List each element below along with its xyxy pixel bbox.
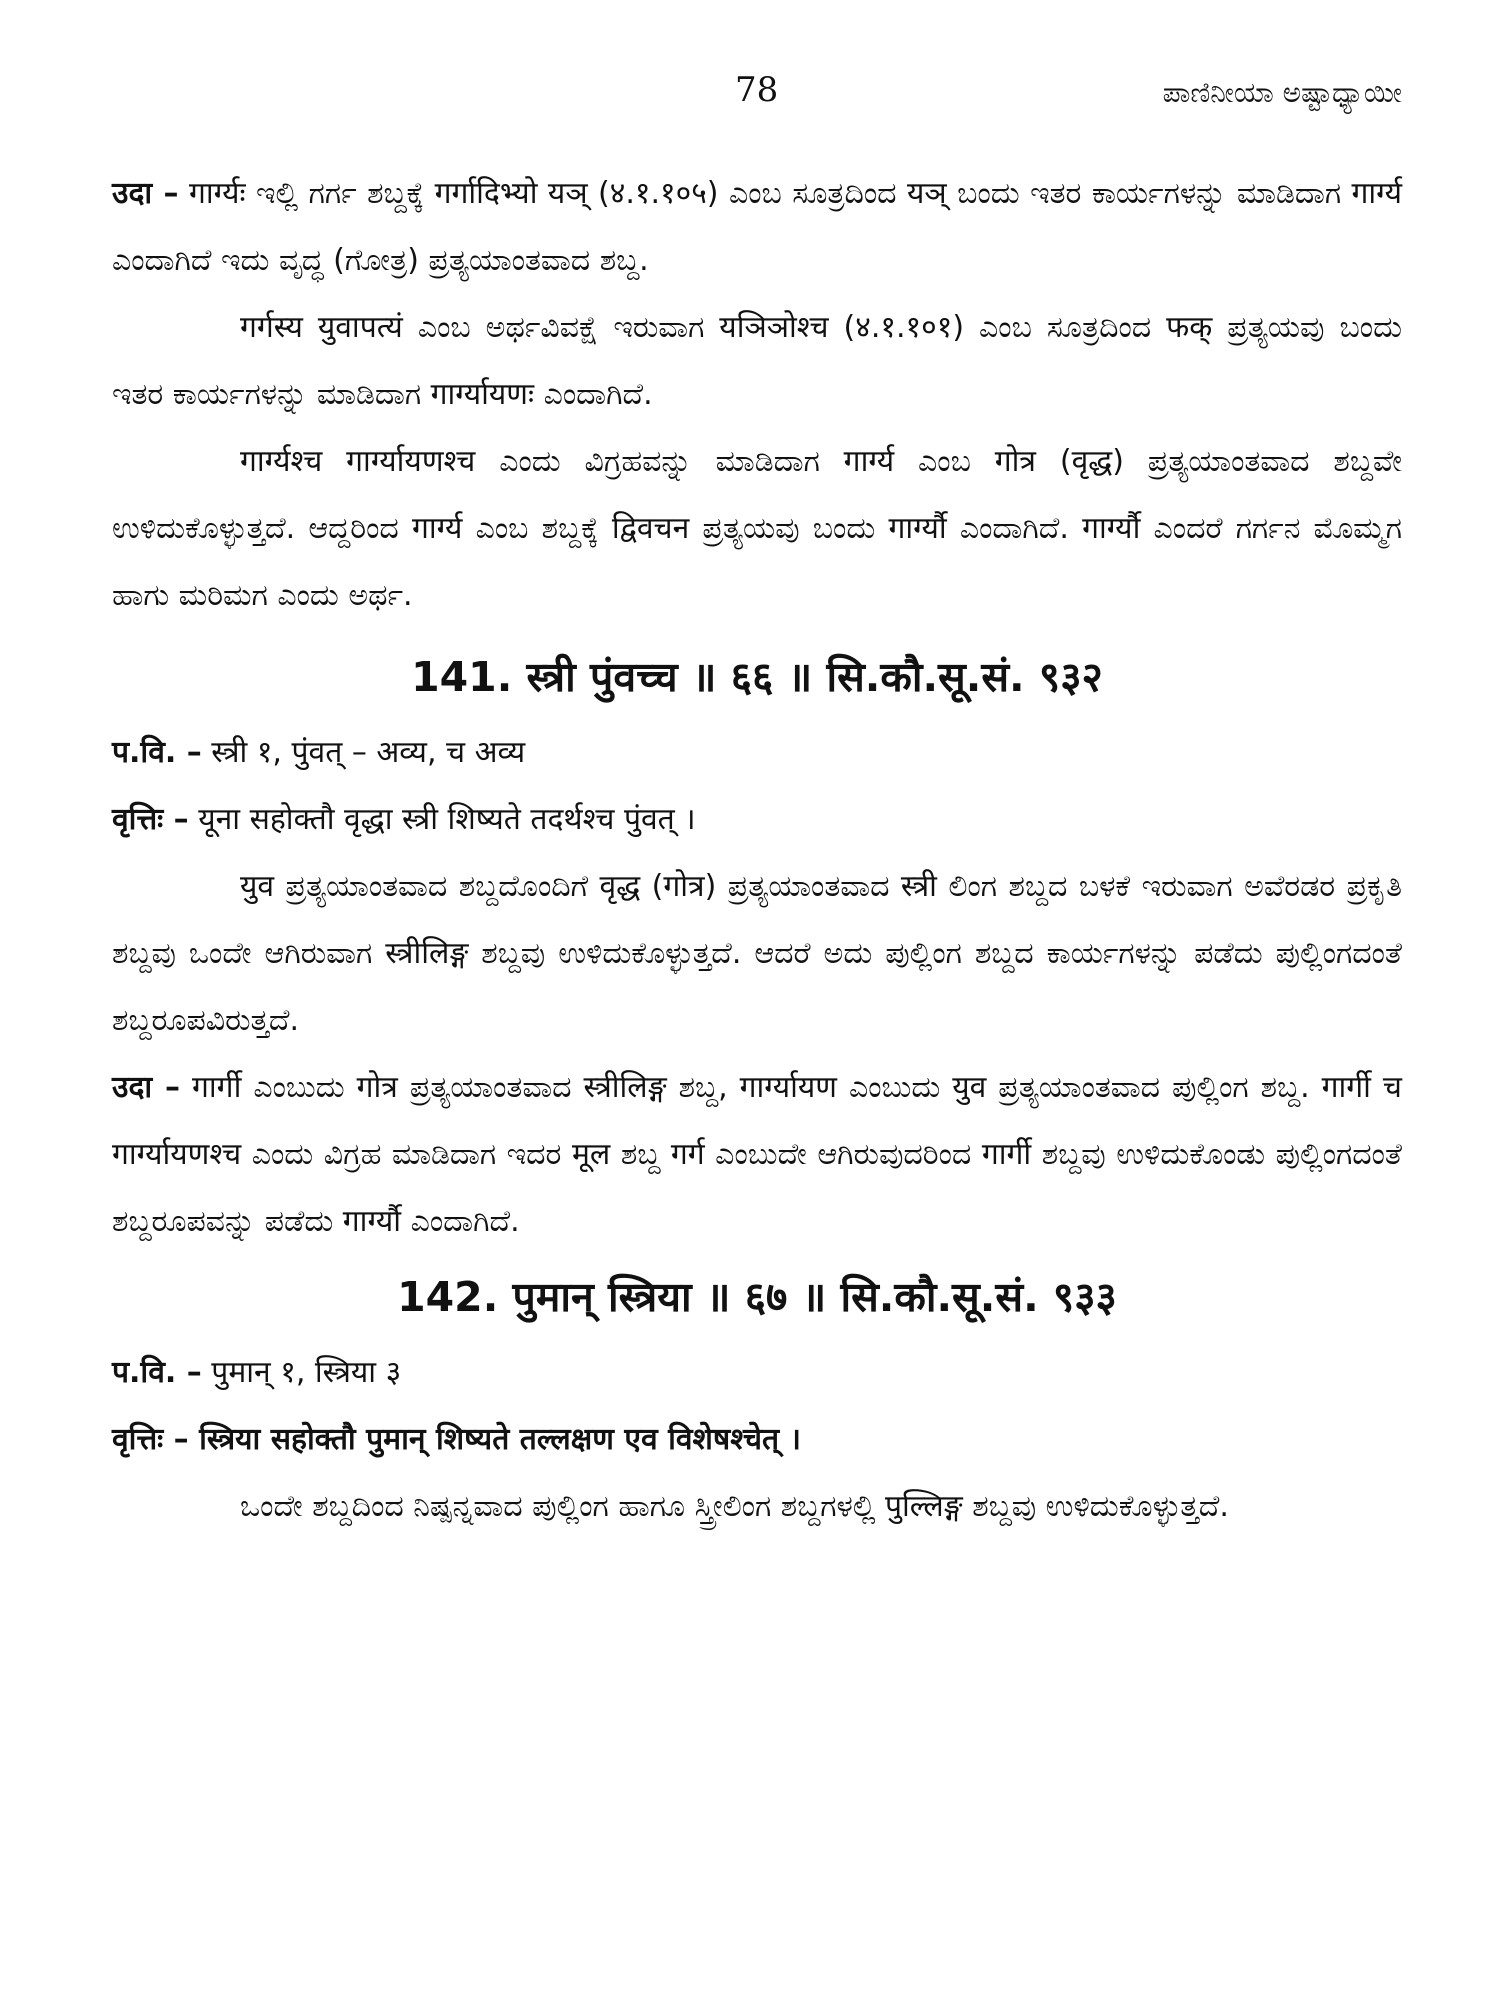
page-header <box>0 70 1500 120</box>
sutra-141-heading: 141. स्त्री पुंवच्च ॥ ६६ ॥ सि.कौ.सू.सं. ९३२ <box>411 653 1103 701</box>
sutra-142-heading: 142. पुमान् स्त्रिया ॥ ६७ ॥ सि.कौ.सू.सं. ९३३ <box>397 1273 1117 1321</box>
explanation-paragraph: गार्ग्यश्च गार्ग्यायणश्च ಎಂದು ವಿಗ್ರಹವನ್ನು ಮಾಡಿದಾಗ गार्ग्य ಎಂಬ गोत्र (वृद्ध) ಪ್ರತ್ಯಯಾಂತವಾದ ಶಬ್ದವೇ ಉಳಿದುಕೊಳ್ಳುತ್ತದೆ. ಆದ್ದರಿಂದ गार्ग्य ಎಂಬ ಶಬ್ದಕ್ಕೆ द्विवचन ಪ್ರತ್ಯಯವು ಬಂದು गार्ग्यौ ಎಂದಾಗಿದೆ. गार्ग्यौ ಎಂದರೆ ಗರ್ಗನ ಮೊಮ್ಮಗ ಹಾಗು ಮರಿಮಗ ಎಂದು ಅರ್ಥ. <box>112 444 1402 613</box>
explanation-142: ಒಂದೇ ಶಬ್ದದಿಂದ ನಿಷ್ಪನ್ನವಾದ ಪುಲ್ಲಿಂಗ ಹಾಗೂ ಸ್ತ್ರೀಲಿಂಗ ಶಬ್ದಗಳಲ್ಲಿ पुल्लिङ्ग ಶಬ್ದವು ಉಳಿದುಕೊಳ್ಳುತ್ತದೆ. <box>240 1489 1229 1524</box>
vritti-text: यूना सहोक्तौ वृद्धा स्त्री शिष्यते तदर्थश्च पुंवत् । <box>198 802 696 837</box>
page-body <box>112 160 1402 1540</box>
uda-label: उदा – <box>112 176 179 211</box>
pada-vibhaga-141 <box>112 719 1402 786</box>
vritti-label: वृत्तिः – <box>112 1422 189 1457</box>
explanation-141: युव ಪ್ರತ್ಯಯಾಂತವಾದ ಶಬ್ದದೊಂದಿಗೆ वृद्ध (गोत्र) ಪ್ರತ್ಯಯಾಂತವಾದ स्त्री ಲಿಂಗ ಶಬ್ದದ ಬಳಕೆ ಇರುವಾಗ ಅವೆರಡರ ಪ್ರಕೃತಿ ಶಬ್ದವು ಒಂದೇ ಆಗಿರುವಾಗ स्त्रीलिङ्ग ಶಬ್ದವು ಉಳಿದುಕೊಳ್ಳುತ್ತದೆ. ಆದರೆ ಅದು ಪುಲ್ಲಿಂಗ ಶಬ್ದದ ಕಾರ್ಯಗಳನ್ನು ಪಡೆದು ಪುಲ್ಲಿಂಗದಂತೆ ಶಬ್ದರೂಪವಿರುತ್ತದೆ. <box>112 869 1402 1038</box>
pada-vibhaga-142 <box>112 1339 1402 1406</box>
pavi-text: पुमान् १, स्त्रिया ३ <box>211 1355 402 1390</box>
example-paragraph-prev <box>112 160 1402 294</box>
vritti-142 <box>112 1406 1402 1473</box>
uda-text: गार्ग्यः ಇಲ್ಲಿ ಗರ್ಗ ಶಬ್ದಕ್ಕೆ गर्गादिभ्यो यञ् (४.१.१०५) ಎಂಬ ಸೂತ್ರದಿಂದ यञ् ಬಂದು ಇತರ ಕಾರ್ಯಗಳನ್ನು ಮಾಡಿದಾಗ गार्ग्य ಎಂದಾಗಿದೆ ಇದು ವೃದ್ಧ (ಗೋತ್ರ) ಪ್ರತ್ಯಯಾಂತವಾದ ಶಬ್ದ. <box>112 176 1403 278</box>
vritti-text: स्त्रिया सहोक्तौ पुमान् शिष्यते तल्लक्षण एव विशेषश्चेत् । <box>199 1422 801 1457</box>
explanation-paragraph: गर्गस्य युवापत्यं ಎಂಬ ಅರ್ಥವಿವಕ್ಷೆ ಇರುವಾಗ यञिञोश्च (४.१.१०१) ಎಂಬ ಸೂತ್ರದಿಂದ फक् ಪ್ರತ್ಯಯವು ಬಂದು ಇತರ ಕಾರ್ಯಗಳನ್ನು ಮಾಡಿದಾಗ गार्ग्यायणः ಎಂದಾಗಿದೆ. <box>112 310 1402 412</box>
uda-label: उदा – <box>112 1070 181 1105</box>
pavi-label: प.वि. – <box>112 1355 202 1390</box>
example-141 <box>112 1054 1402 1255</box>
page-number: 78 <box>735 70 779 110</box>
vritti-141 <box>112 786 1402 853</box>
pavi-label: प.वि. – <box>112 735 202 770</box>
running-title: ಪಾಣಿನೀಯಾ ಅಷ್ಟಾಧ್ಯಾಯೀ <box>1162 76 1402 109</box>
uda-text: गार्गी ಎಂಬುದು गोत्र ಪ್ರತ್ಯಯಾಂತವಾದ स्त्रीलिङ्ग ಶಬ್ದ, गार्ग्यायण ಎಂಬುದು युव ಪ್ರತ್ಯಯಾಂತವಾದ ಪುಲ್ಲಿಂಗ ಶಬ್ದ. गार्गी च गार्ग्यायणश्च ಎಂದು ವಿಗ್ರಹ ಮಾಡಿದಾಗ ಇದರ मूल ಶಬ್ದ गर्ग ಎಂಬುದೇ ಆಗಿರುವುದರಿಂದ गार्गी ಶಬ್ದವು ಉಳಿದುಕೊಂಡು ಪುಲ್ಲಿಂಗದಂತೆ ಶಬ್ದರೂಪವನ್ನು ಪಡೆದು गार्ग्यौ ಎಂದಾಗಿದೆ. <box>112 1070 1402 1239</box>
pavi-text: स्त्री १, पुंवत् – अव्य, च अव्य <box>211 735 526 770</box>
vritti-label: वृत्तिः – <box>112 802 189 837</box>
